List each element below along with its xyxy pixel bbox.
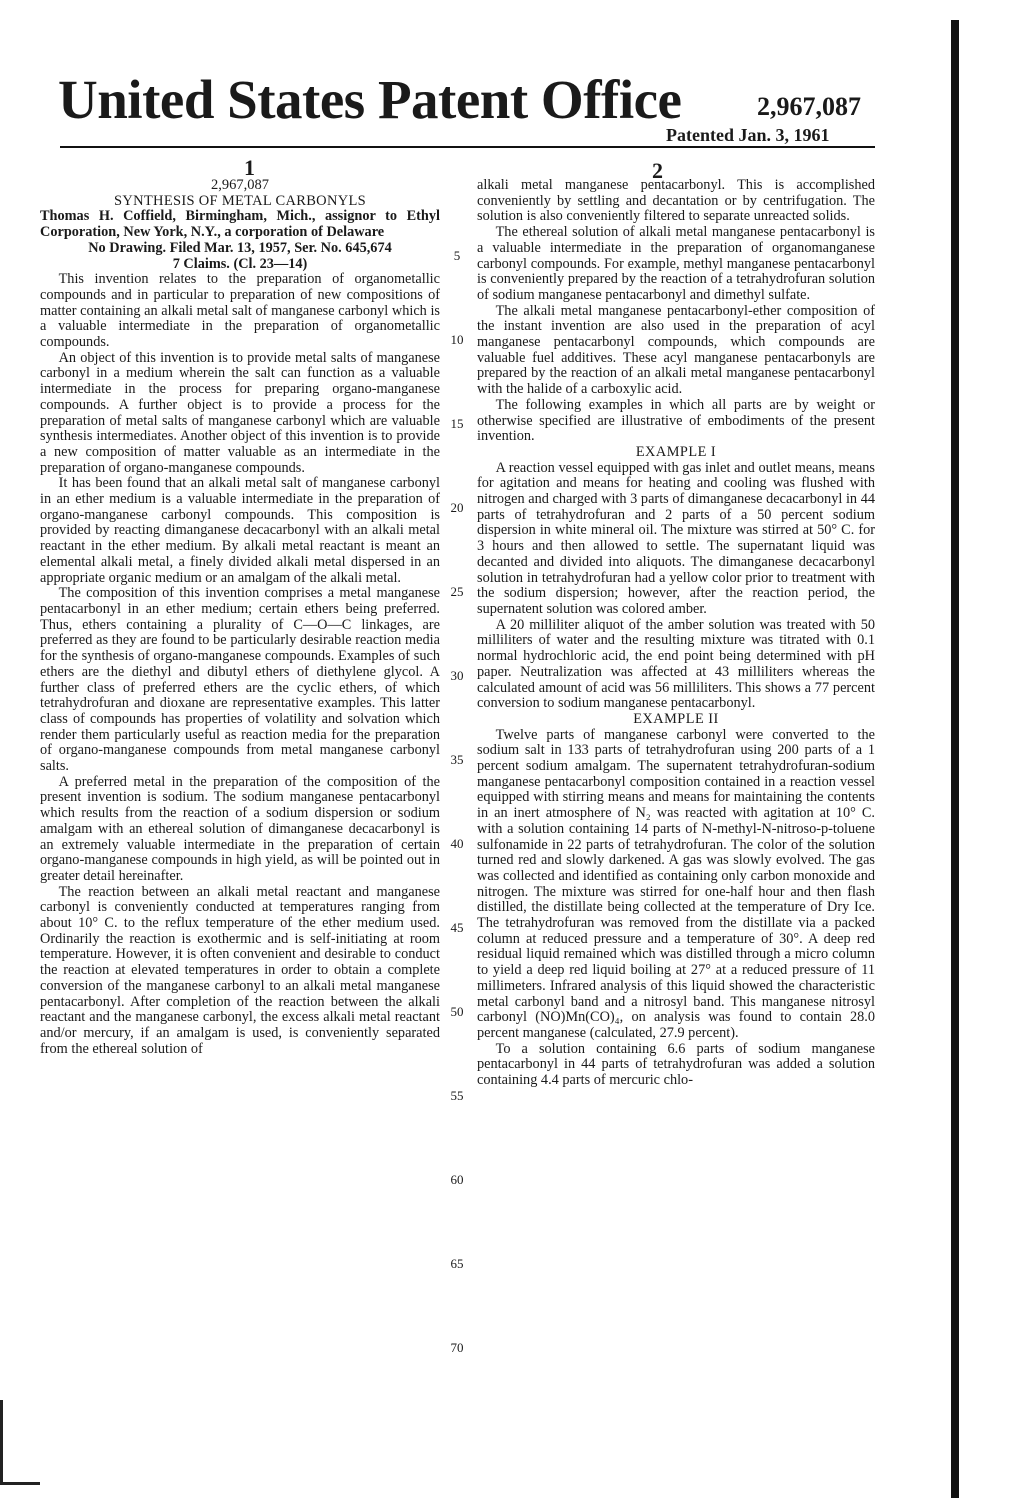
line-number: 10 [450, 332, 464, 347]
line-number: 40 [450, 836, 464, 851]
paragraph: To a solution containing 6.6 parts of sodium manganese pentacarbonyl in 44 parts of tetrahydrofuran was added a solution containing 4.4 parts of mercuric chlo- [477, 1040, 875, 1089]
paragraph: It has been found that an alkali metal salt of manganese carbonyl in an ether medium is a valuable intermediate in the preparation of organo-manganese carbonyl compounds. This composition is provided by reacting dimanganese decacarbonyl with an alkali metal reactant in the ether medium. By alkali metal reactant is meant an elemental alkali metal, a finely divided alkali metal dispersed in an appropriate organic medium or an amalgam of the alkali metal. [40, 475, 440, 586]
claims-info: 7 Claims. (Cl. 23—14) [172, 255, 308, 272]
paragraph: The alkali metal manganese pentacarbonyl-ether composition of the instant invention are also used in the preparation of acyl manganese pentacarbonyl compounds, which compounds are valuable fuel additives. These acyl manganese pentacarbonyls are prepared by the reaction of an alkali metal manganese pentacarbonyl with the halide of a carboxylic acid. [477, 302, 875, 398]
left-patent-number: 2,967,087 [211, 177, 269, 193]
scan-edge-bar [951, 20, 959, 1498]
paragraph: The reaction between an alkali metal reactant and manganese carbonyl is conveniently conducted at temperatures ranging from about 10° C. to the reflux temperature of the ether medium used. Ordinarily the reaction is exothermic and is self-initiating at room temperature. However, it is often convenient and desirable to conduct the reaction at elevated temperatures in order to obtain a complete conversion of the manganese carbonyl to an alkali metal manganese pentacarbonyl. After completion of the reaction between the alkali reactant and the manganese carbonyl, the excess alkali metal reactant and/or mercury, if an amalgam is used, is conveniently separated from the ethereal solution of [40, 883, 440, 1057]
paragraph: Twelve parts of manganese carbonyl were converted to the sodium salt in 133 parts of tetrahydrofuran using 200 parts of a 1 percent sodium amalgam. The supernatent tetrahydrofuran-sodium manganese pentacarbonyl composition contained in a reaction vessel equipped with stirring means and means for maintaining the contents in an inert atmosphere of N₂ was reacted with agitation at 10° C. with a solution containing 14 parts of N-methyl-N-nitroso-p-toluene sulfonamide in 22 parts of tetrahydrofuran. The color of the solution turned red and slowly darkened. A gas was slowly evolved. The gas was collected and identified as containing only carbon monoxide and nitrogen. The mixture was stirred for one-half hour and then flash distilled, the distillate being collected at the temperature of Dry Ice. The tetrahydrofuran was removed from the distillate via a packed column at reduced pressure and a temperature of 30°. A deep red residual liquid remained which was distilled through a micro column to yield a deep red liquid boiling at 27° at a reduced pressure of 11 millimeters. Infrared analysis of this liquid showed the characteristic metal carbonyl band and a nitrosyl band. This manganese nitrosyl carbonyl (NO)Mn(CO)₄, on analysis was found to contain 28.0 percent manganese (calculated, 27.9 percent). [477, 726, 875, 1041]
paragraph: alkali metal manganese pentacarbonyl. This is accomplished conveniently by settling and decantation or by centrifugation. The solution is also conveniently filtered to separate unreacted solids. [477, 177, 875, 225]
line-number: 60 [450, 1172, 464, 1187]
line-number: 70 [450, 1340, 464, 1355]
line-number: 30 [450, 668, 464, 683]
paragraph: The composition of this invention comprises a metal manganese pentacarbonyl in an ether medium; certain ethers being preferred. Thus, ethers containing a plurality of C—O—C linkages, are preferred as they are found to be particularly desirable reaction media for the synthesis of organo-manganese compounds. Examples of such ethers are the diethyl and dibutyl ethers of diethylene glycol. A further class of preferred ethers are the cyclic ethers, of which tetrahydrofuran and dioxane are representative examples. This latter class of compounds has properties of volatility and solvation which render them particularly useful as reaction media for the preparation of organo-manganese compounds from metal manganese carbonyl salts. [40, 585, 440, 775]
example-2-heading: EXAMPLE II [633, 710, 719, 727]
scan-corner-mark [0, 1400, 3, 1485]
paragraph: A 20 milliliter aliquot of the amber solution was treated with 50 milliliters of water and the resulting mixture was titrated with 0.1 normal hydrochloric acid, the end point being determined with pH paper. Neutralization was affected at 43 milliliters whereas the calculated amount of acid was 56 milliliters. This shows a 77 percent conversion to sodium manganese pentacarbonyl. [477, 616, 875, 712]
page-number-left: 1 [244, 155, 255, 180]
inventor-line: Thomas H. Coffield, Birmingham, Mich., assignor to Ethyl Corporation, New York, N.Y., a corporation of Delaware [40, 208, 440, 241]
paragraph: A preferred metal in the preparation of the composition of the present invention is sodium. The sodium manganese pentacarbonyl which results from the reaction of a sodium dispersion or sodium amalgam with an ethereal solution of dimanganese decacarbonyl is an extremely valuable intermediate in the preparation of certain organo-manganese compounds in high yield, as will be pointed out in greater detail hereinafter. [40, 773, 440, 884]
paragraph: An object of this invention is to provide metal salts of manganese carbonyl in a medium wherein the salt can function as a valuable intermediate in the process for preparing organo-manganese compounds. A further object is to provide a process for the preparation of metal salts of manganese carbonyl which are valuable synthesis intermediates. Another object of this invention is to provide a new composition of matter valuable as an intermediate in the preparation of organo-manganese compounds. [40, 349, 440, 476]
line-number: 5 [453, 248, 461, 263]
paragraph: A reaction vessel equipped with gas inlet and outlet means, means for agitation and means for heating and cooling was flushed with nitrogen and charged with 3 parts of dimanganese decacarbonyl in 44 parts of tetrahydrofuran and 2 parts of a 50 percent sodium dispersion in white mineral oil. The mixture was stirred at 50° C. for 3 hours and then allowed to settle. The supernatant liquid was decanted and divided into aliquots. The dimanganese decacarbonyl solution in tetrahydrofuran had a yellow color prior to treatment with the sodium dispersion; however, after the reaction period, the supernatent solution was colored amber. [477, 459, 875, 617]
line-number: 65 [450, 1256, 464, 1271]
paragraph: The ethereal solution of alkali metal manganese pentacarbonyl is a valuable intermediate in the preparation of organomanganese carbonyl compounds. For example, methyl manganese pentacarbonyl is conveniently prepared by the reaction of a tetrahydrofuran solution of sodium manganese pentacarbonyl and dimethyl sulfate. [477, 224, 875, 303]
filing-info: No Drawing. Filed Mar. 13, 1957, Ser. No. 645,674 [88, 239, 392, 256]
line-number: 20 [450, 500, 464, 515]
patent-number: 2,967,087 [757, 92, 861, 121]
line-number: 55 [450, 1088, 464, 1103]
header-rule [60, 146, 875, 148]
line-number: 50 [450, 1004, 464, 1019]
page-number-right: 2 [652, 158, 663, 183]
left-column [40, 178, 440, 1057]
line-number: 35 [450, 752, 464, 767]
line-number: 45 [450, 920, 464, 935]
right-column [477, 178, 875, 1089]
paragraph: The following examples in which all parts are by weight or otherwise specified are illustrative of embodiments of the present invention. [477, 396, 875, 445]
office-title: United States Patent Office [58, 69, 682, 130]
example-1-heading: EXAMPLE I [635, 443, 717, 460]
scan-corner-mark-bottom [0, 1482, 40, 1485]
patent-title: SYNTHESIS OF METAL CARBONYLS [113, 192, 367, 209]
line-number: 25 [450, 584, 464, 599]
patent-date: Patented Jan. 3, 1961 [666, 125, 830, 145]
paragraph: This invention relates to the preparation of organometallic compounds and in particular to preparation of new compositions of matter containing an alkali metal salt of manganese carbonyl which is a valuable intermediate in the preparation of organometallic compounds. [40, 271, 440, 351]
line-number: 15 [450, 416, 464, 431]
